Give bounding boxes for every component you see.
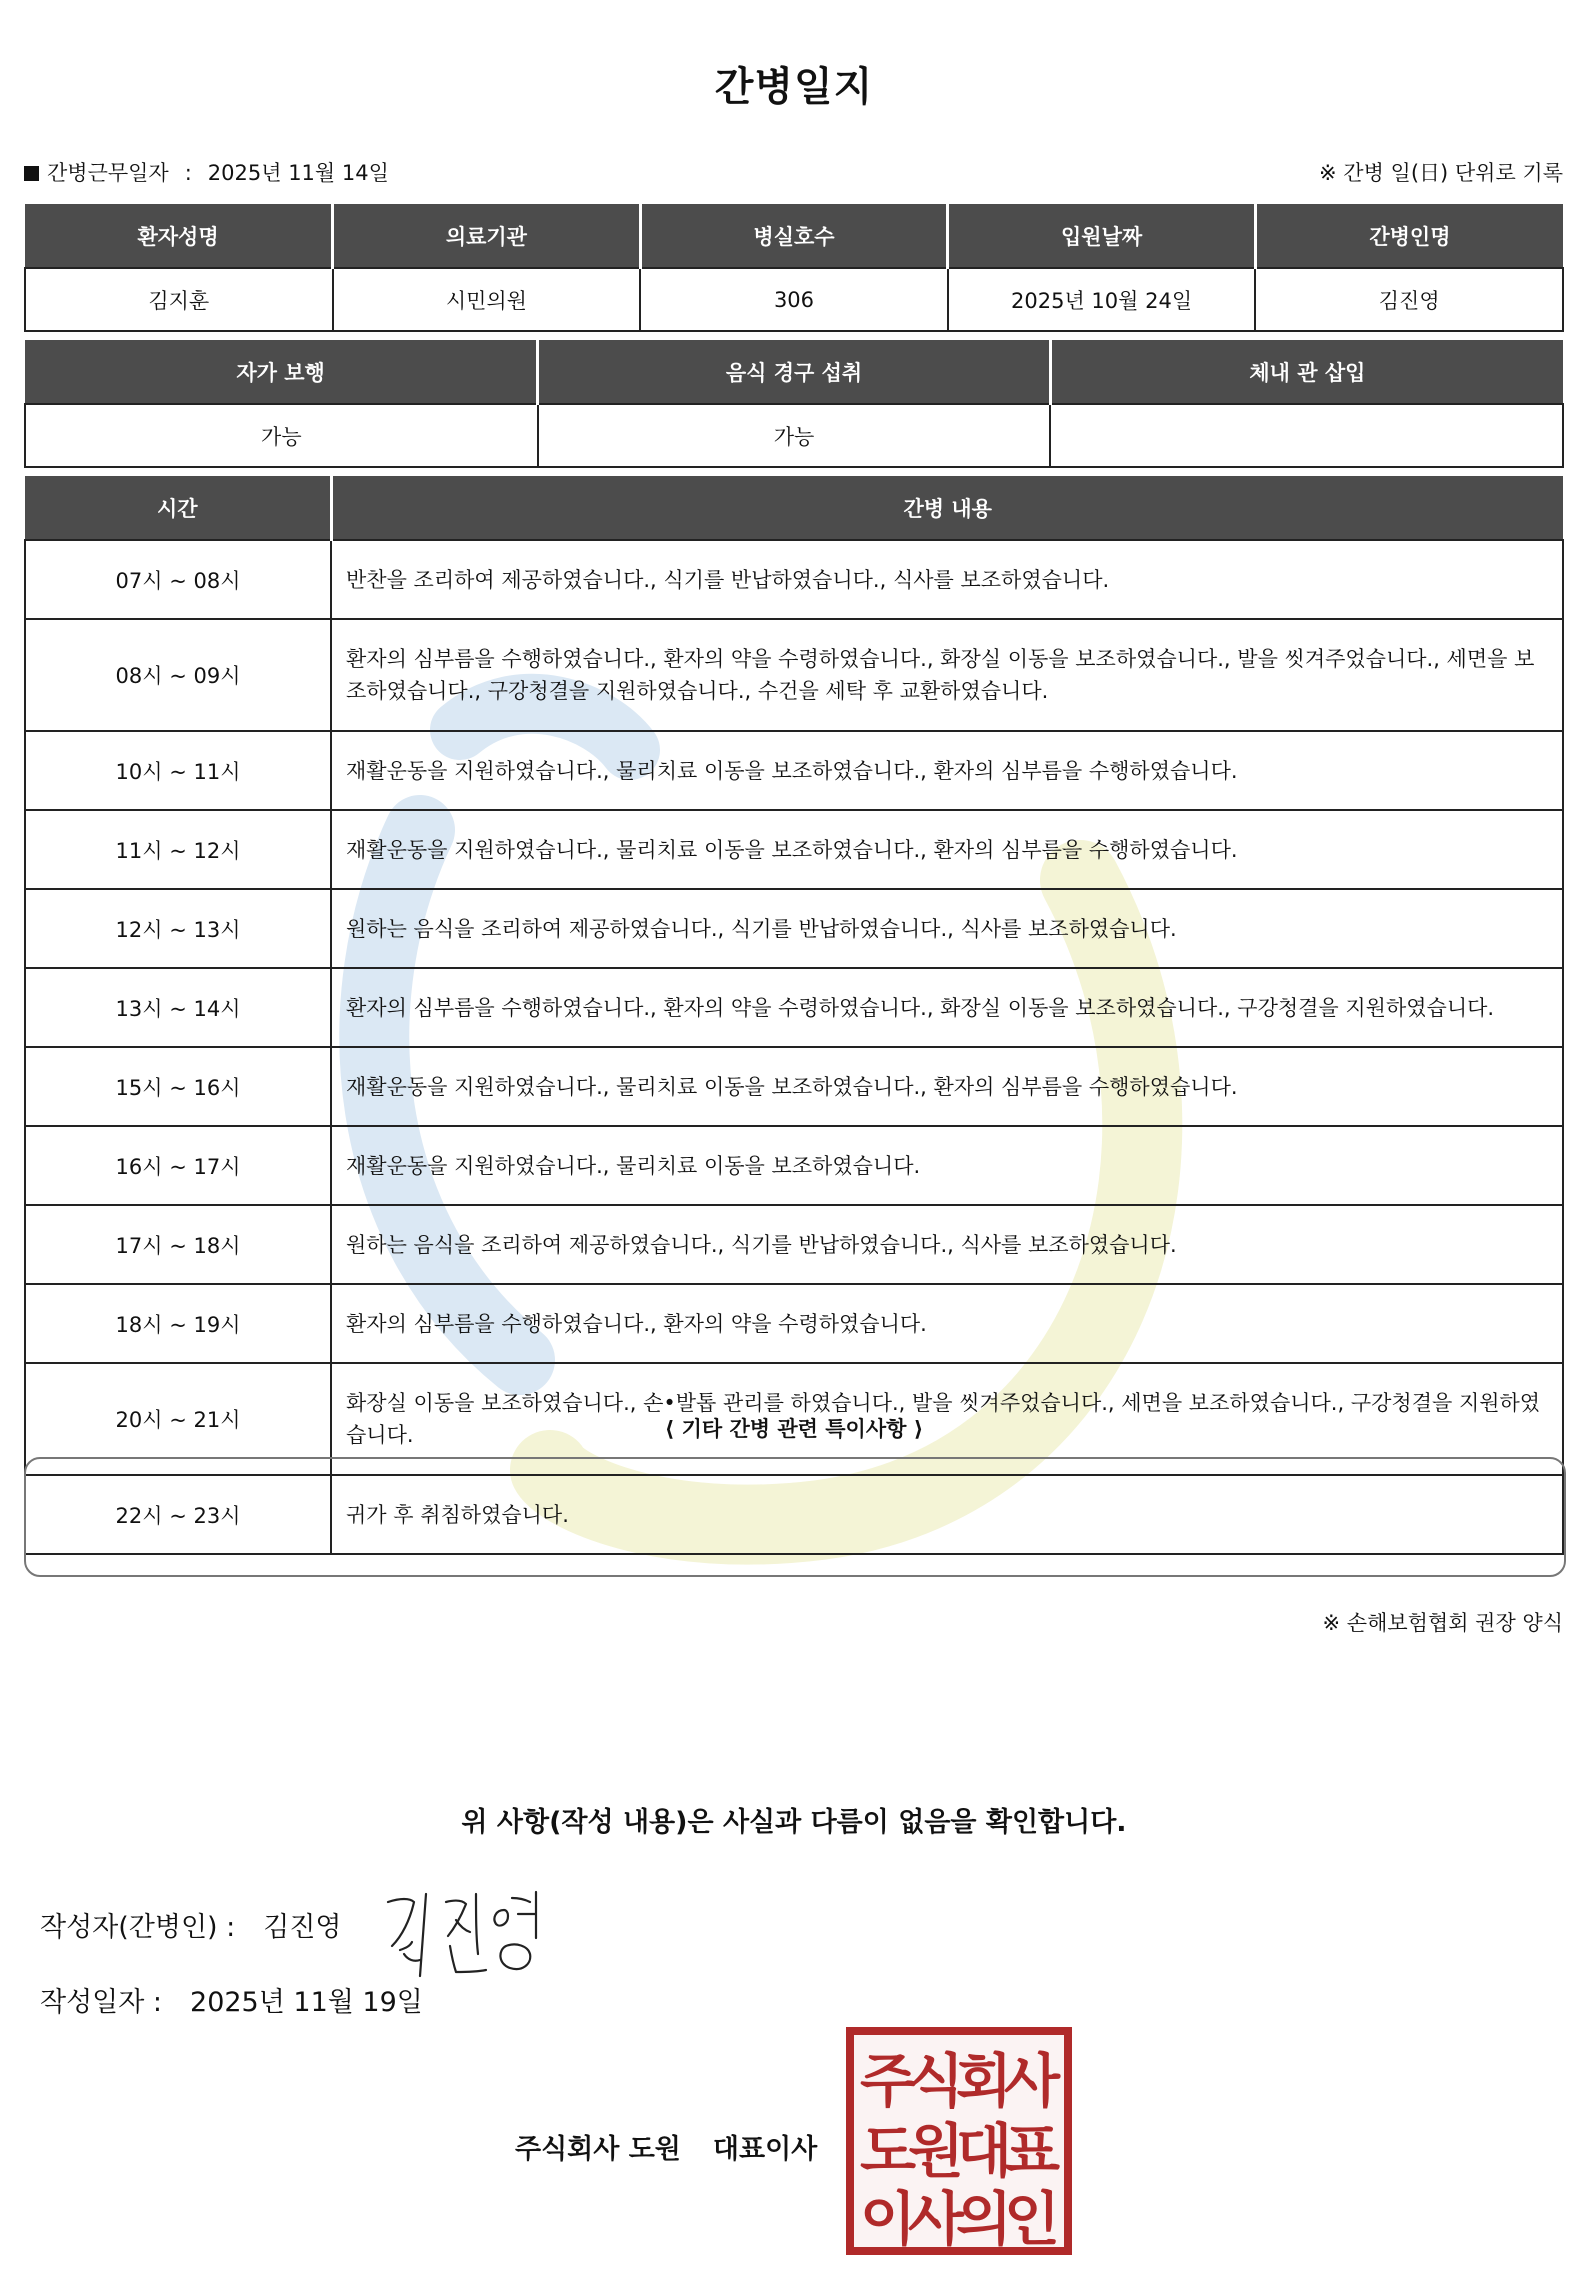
content-cell: 귀가 후 취침하였습니다. — [331, 1475, 1563, 1554]
header-patient-name: 환자성명 — [25, 204, 333, 268]
table-row — [25, 1205, 1563, 1284]
header-caregiver-name: 간병인명 — [1255, 204, 1563, 268]
time-cell: 08시 ~ 09시 — [25, 619, 331, 731]
content-cell: 재활운동을 지원하였습니다., 물리치료 이동을 보조하였습니다., 환자의 심부름을 수행하였습니다. — [331, 810, 1563, 889]
time-cell: 11시 ~ 12시 — [25, 810, 331, 889]
svg-text:대: 대 — [955, 2117, 1013, 2185]
header-care-content: 간병 내용 — [331, 476, 1563, 540]
written-date-label: 작성일자 : — [40, 1987, 163, 2018]
header-institution: 의료기관 — [333, 204, 641, 268]
company-signature-line — [515, 2127, 817, 2166]
header-oral-intake: 음식 경구 섭취 — [538, 340, 1051, 404]
institution: 시민의원 — [333, 268, 641, 331]
header-room-number: 병실호수 — [640, 204, 948, 268]
time-cell: 16시 ~ 17시 — [25, 1126, 331, 1205]
work-date-label: 간병근무일자 — [47, 161, 169, 185]
svg-text:식: 식 — [907, 2047, 965, 2115]
confirmation-statement: 위 사항(작성 내용)은 사실과 다름이 없음을 확인합니다. — [461, 1807, 1127, 1838]
caregiver-name: 김진영 — [1255, 268, 1563, 331]
content-cell: 재활운동을 지원하였습니다., 물리치료 이동을 보조하였습니다., 환자의 심부름을 수행하였습니다. — [331, 1047, 1563, 1126]
svg-text:주: 주 — [859, 2047, 917, 2115]
tube-insertion-value — [1050, 404, 1563, 467]
svg-text:도: 도 — [859, 2117, 917, 2185]
table-row — [25, 619, 1563, 731]
svg-text:회: 회 — [955, 2047, 1013, 2115]
care-log-table — [24, 476, 1564, 1555]
content-cell: 환자의 심부름을 수행하였습니다., 환자의 약을 수령하였습니다. — [331, 1284, 1563, 1363]
table-row — [25, 540, 1563, 619]
table-row — [25, 1284, 1563, 1363]
table-row — [25, 810, 1563, 889]
other-notes-box — [24, 1457, 1566, 1577]
document-title: 간병일지 — [714, 64, 874, 110]
svg-text:이: 이 — [859, 2185, 917, 2253]
time-cell: 13시 ~ 14시 — [25, 968, 331, 1047]
handwritten-signature — [380, 1880, 560, 1980]
header-tube-insertion: 체내 관 삽입 — [1050, 340, 1563, 404]
patient-info-table — [24, 204, 1564, 332]
table-row — [25, 268, 1563, 331]
content-cell: 반찬을 조리하여 제공하였습니다., 식기를 반납하였습니다., 식사를 보조하였습니다. — [331, 540, 1563, 619]
company-name: 주식회사 도원 — [515, 2134, 681, 2165]
table-header-row — [25, 340, 1563, 404]
svg-text:사: 사 — [1003, 2047, 1061, 2115]
work-date-value: 2025년 11월 14일 — [207, 161, 389, 185]
work-date: 간병근무일자 : 2025년 11월 14일 — [24, 157, 389, 187]
content-cell: 환자의 심부름을 수행하였습니다., 환자의 약을 수령하였습니다., 화장실 이동을 보조하였습니다., 구강청결을 지원하였습니다. — [331, 968, 1563, 1047]
table-row — [25, 968, 1563, 1047]
header-time: 시간 — [25, 476, 331, 540]
table-row — [25, 889, 1563, 968]
svg-text:인: 인 — [1003, 2185, 1061, 2253]
table-row — [25, 731, 1563, 810]
unit-note: ※ 간병 일(日) 단위로 기록 — [1319, 161, 1563, 185]
time-cell: 17시 ~ 18시 — [25, 1205, 331, 1284]
table-row — [25, 404, 1563, 467]
writer-name: 김진영 — [263, 1912, 342, 1943]
content-cell: 화장실 이동을 보조하였습니다., 손•발톱 관리를 하였습니다., 발을 씻겨주었습니다., 세면을 보조하였습니다., 구강청결을 지원하였습니다. — [331, 1363, 1563, 1475]
self-walking-value: 가능 — [25, 404, 538, 467]
form-note: ※ 손해보험협회 권장 양식 — [1322, 1611, 1563, 1635]
table-header-row — [25, 476, 1563, 540]
content-cell: 재활운동을 지원하였습니다., 물리치료 이동을 보조하였습니다., 환자의 심부름을 수행하였습니다. — [331, 731, 1563, 810]
written-date-value: 2025년 11월 19일 — [190, 1987, 423, 2018]
content-cell: 원하는 음식을 조리하여 제공하였습니다., 식기를 반납하였습니다., 식사를 보조하였습니다. — [331, 1205, 1563, 1284]
time-cell: 12시 ~ 13시 — [25, 889, 331, 968]
table-row — [25, 1126, 1563, 1205]
time-cell: 07시 ~ 08시 — [25, 540, 331, 619]
status-table — [24, 340, 1564, 468]
writer-label: 작성자(간병인) : — [40, 1912, 236, 1943]
table-header-row — [25, 204, 1563, 268]
admission-date: 2025년 10월 24일 — [948, 268, 1256, 331]
time-cell: 18시 ~ 19시 — [25, 1284, 331, 1363]
other-notes-title: ⟨ 기타 간병 관련 특이사항 ⟩ — [664, 1417, 924, 1441]
company-seal — [846, 2027, 1072, 2255]
header-admission-date: 입원날짜 — [948, 204, 1256, 268]
header-self-walking: 자가 보행 — [25, 340, 538, 404]
room-number: 306 — [640, 268, 948, 331]
patient-name: 김지훈 — [25, 268, 333, 331]
svg-text:의: 의 — [955, 2185, 1013, 2253]
svg-text:원: 원 — [907, 2117, 965, 2185]
writer-row — [40, 1905, 342, 1944]
content-cell: 환자의 심부름을 수행하였습니다., 환자의 약을 수령하였습니다., 화장실 이동을 보조하였습니다., 발을 씻겨주었습니다., 세면을 보조하였습니다., 구강청결을 지원하였습니다., 수건을 세탁 후 교환하였습니다. — [331, 619, 1563, 731]
time-cell: 10시 ~ 11시 — [25, 731, 331, 810]
written-date-row — [40, 1980, 423, 2019]
content-cell: 재활운동을 지원하였습니다., 물리치료 이동을 보조하였습니다. — [331, 1126, 1563, 1205]
square-bullet-icon — [24, 166, 39, 181]
time-cell: 20시 ~ 21시 — [25, 1363, 331, 1475]
oral-intake-value: 가능 — [538, 404, 1051, 467]
svg-text:표: 표 — [1003, 2117, 1061, 2185]
time-cell: 15시 ~ 16시 — [25, 1047, 331, 1126]
content-cell: 원하는 음식을 조리하여 제공하였습니다., 식기를 반납하였습니다., 식사를 보조하였습니다. — [331, 889, 1563, 968]
time-cell: 22시 ~ 23시 — [25, 1475, 331, 1554]
svg-text:사: 사 — [907, 2185, 965, 2253]
table-row — [25, 1047, 1563, 1126]
company-role: 대표이사 — [712, 2134, 818, 2165]
